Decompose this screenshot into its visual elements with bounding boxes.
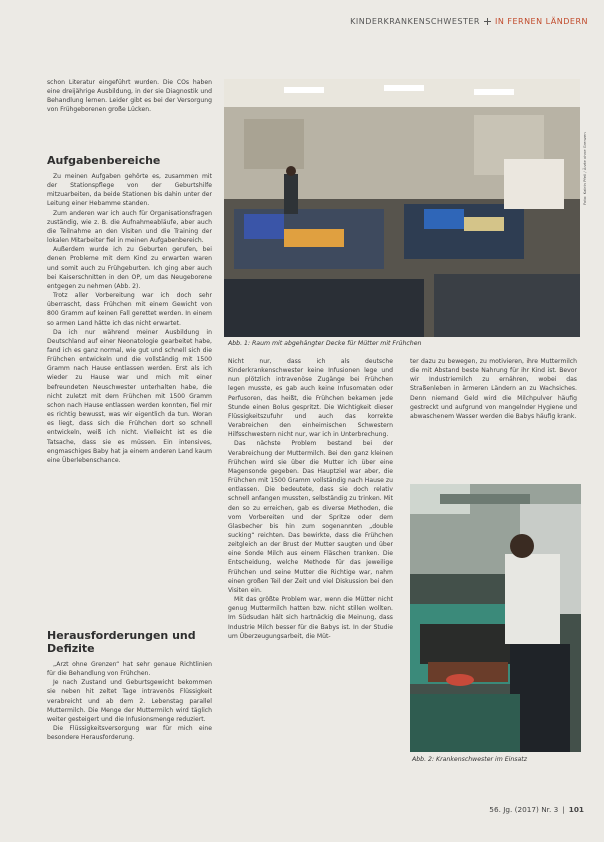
column-1-intro	[47, 78, 212, 115]
column-3-paragraph: ter dazu zu bewegen, zu motivieren, ihre Muttermilch die mit Abstand beste Nahrung für ihr Kind ist. Bevor wir Industriemilch zu ernähren, wobei das Straßenleben in ärmeren Ländern an zu Wachsiches. Denn niemand Geld wird die Milchpulver häufig gestreckt und aufgrund von mangelnder Hygiene und abwaschenem Wasser werden die Babys häufig krank.	[410, 358, 577, 420]
ward-photo	[224, 79, 580, 337]
heading-aufgabenbereiche: Aufgabenbereiche	[47, 154, 161, 167]
intro-paragraph: schon Literatur eingeführt wurden. Die COs haben eine dreijährige Ausbildung, in der sie Diagnostik und Behandlung lernen. Leider gibt es bei der Versorgung von Frühgeborenen große Lücken.	[47, 79, 212, 114]
tasks-paragraph: Da ich nur während meiner Ausbildung in Deutschland auf einer Neonatologie gearbeitet habe, fand ich es ganz normal, wie gut und schnell sich die Frühchen entwickeln und die vollständig mit 1500 Gramm nach Hause entlassen werden. Erst als ich wieder zu Hause war und mich mit einer befreundeten Neuschwester unterhalten habe, die nicht zuletzt mit dem Frühchen mit 1500 Gramm schon nach Hause entlassen werden konnten, fiel mir es richtig bewusst, was wir eigentlich da tun. Woran es liegt, dass sich die Frühchen dort so schnell entwickeln, weiß ich nicht. Vielleicht ist es die Tatsache, dass sie es müssen. Ein intensives, engmaschiges Baby hat ja einem anderen Land kaum eine Überlebenschance.	[47, 328, 212, 464]
tasks-paragraph: Außerdem wurde ich zu Geburten gerufen, bei denen Probleme mit dem Kind zu erwarten waren und somit auch zu Frühgeburten. Ich ging aber auch bei Kaiserschnitten in den OP, um das Neugeborene entgegen zu nehmen (Abb. 2).	[47, 246, 212, 290]
tasks-paragraph: Zu meinen Aufgaben gehörte es, zusammen mit der Stationspflege von der Geburtshilfe mitzuarbeiten, da beide Stationen bis dahin unter der Leitung einer Hebamme standen.	[47, 173, 212, 208]
photo-credit: Foto: Katrin Pfeil / Ärzte ohne Grenzen	[582, 132, 587, 205]
nurse-photo	[410, 484, 581, 752]
page-footer	[489, 805, 584, 814]
figure-2-caption: Abb. 2: Krankenschwester im Einsatz	[412, 756, 527, 763]
ward-illustration	[224, 79, 580, 337]
cross-icon	[484, 18, 491, 25]
running-header	[350, 17, 588, 26]
column-2-paragraph: Mit das größte Problem war, wenn die Mütter nicht genug Muttermilch hatten bzw. nicht stillen wollten. Im Südsudan hält sich hartnäckig die Meinung, dass Industrie Milch besser für die Babys ist. In der Studie um Überzeugungsarbeit, die Müt-	[228, 596, 393, 640]
column-2-paragraph: Nicht nur, dass ich als deutsche Kinderkrankenschwester keine Infusionen lege und nun plötzlich intravenöse Zugänge bei Frühchen legen musste, es gab auch keine Infusomaten oder Perfusoren, das heißt, die Frühchen bekamen jede Stunde einen Bolus gespritzt. Die Wichtigkeit dieser Flüssigkeitszufuhr und auch das korrekte Verabreichen den einheimischen Schwestern Hilfsschwestern nicht nur, war ich in Unterbrechung.	[228, 358, 393, 439]
footer-separator: |	[562, 805, 565, 814]
issue-info: 56. Jg. (2017) Nr. 3	[489, 805, 559, 814]
tasks-paragraph: Zum anderen war ich auch für Organisationsfragen zuständig, wie z. B. die Aufnahmeabläufe, aber auch die Teilnahme an den Visiten und die Training der lokalen Mitarbeiter fiel in meinen Aufgabenbereich.	[47, 209, 212, 245]
column-2-paragraph: Das nächste Problem bestand bei der Verabreichung der Muttermilch. Bei den ganz kleinen Frühchen wird sie über die Mutter ich über eine Magensonde gegeben. Das Hauptziel war aber, die Frühchen mit 1500 Gramm vollständig nach Hause zu entlassen. Die bedeutete, dass sie doch relativ schnell anfangen mussten, selbständig zu trinken. Mit den so zu erreichen, gab es diverse Methoden, die vom Vorbereiten und der Spritze oder dem Glasbecher bis hin zum sogenannten „double sucking“ reichten. Das bewirkte, dass die Frühchen zeitgleich an der Brust der Mutter saugten und über eine Sonde Milch aus einem Fläschen tranken. Die Entscheidung, welche Methode für das jeweilige Frühchen und seine Mutter die Richtige war, nahm einen großen Teil der Zeit und viel Diskussion bei den Visiten ein.	[228, 440, 393, 594]
heading-herausforderungen: Herausforderungen und Defizite	[47, 629, 196, 655]
figure-1-caption: Abb. 1: Raum mit abgehängter Decke für Mütter mit Frühchen	[228, 340, 422, 347]
header-section: KINDERKRANKENSCHWESTER	[350, 17, 480, 26]
column-1-tasks	[47, 172, 212, 465]
column-2	[228, 357, 393, 641]
column-1-challenges	[47, 660, 212, 742]
page-number: 101	[568, 805, 584, 814]
challenges-paragraph: „Arzt ohne Grenzen“ hat sehr genaue Richtlinien für die Behandlung von Frühchen.	[47, 661, 212, 678]
nurse-illustration	[410, 484, 581, 752]
challenges-paragraph: Je nach Zustand und Geburtsgewicht bekommen sie neben hit zeltet Tage intravenös Flüssigkeit verabreicht und ab dem 2. Lebenstag parallel Muttermilch. Die Menge der Muttermilch wird täglich weiter gesteigert und die Infusionsmenge reduziert.	[47, 679, 212, 723]
tasks-paragraph: Trotz aller Vorbereitung war ich doch sehr überrascht, dass Frühchen mit einem Gewicht von 800 Gramm auf keinen Fall gerettet werden. In einem so armen Land hätte ich das nicht erwartet.	[47, 292, 212, 327]
column-3	[410, 357, 577, 421]
challenges-paragraph: Die Flüssigkeitsversorgung war für mich eine besondere Herausforderung.	[47, 725, 212, 742]
header-subsection: IN FERNEN LÄNDERN	[494, 17, 588, 26]
